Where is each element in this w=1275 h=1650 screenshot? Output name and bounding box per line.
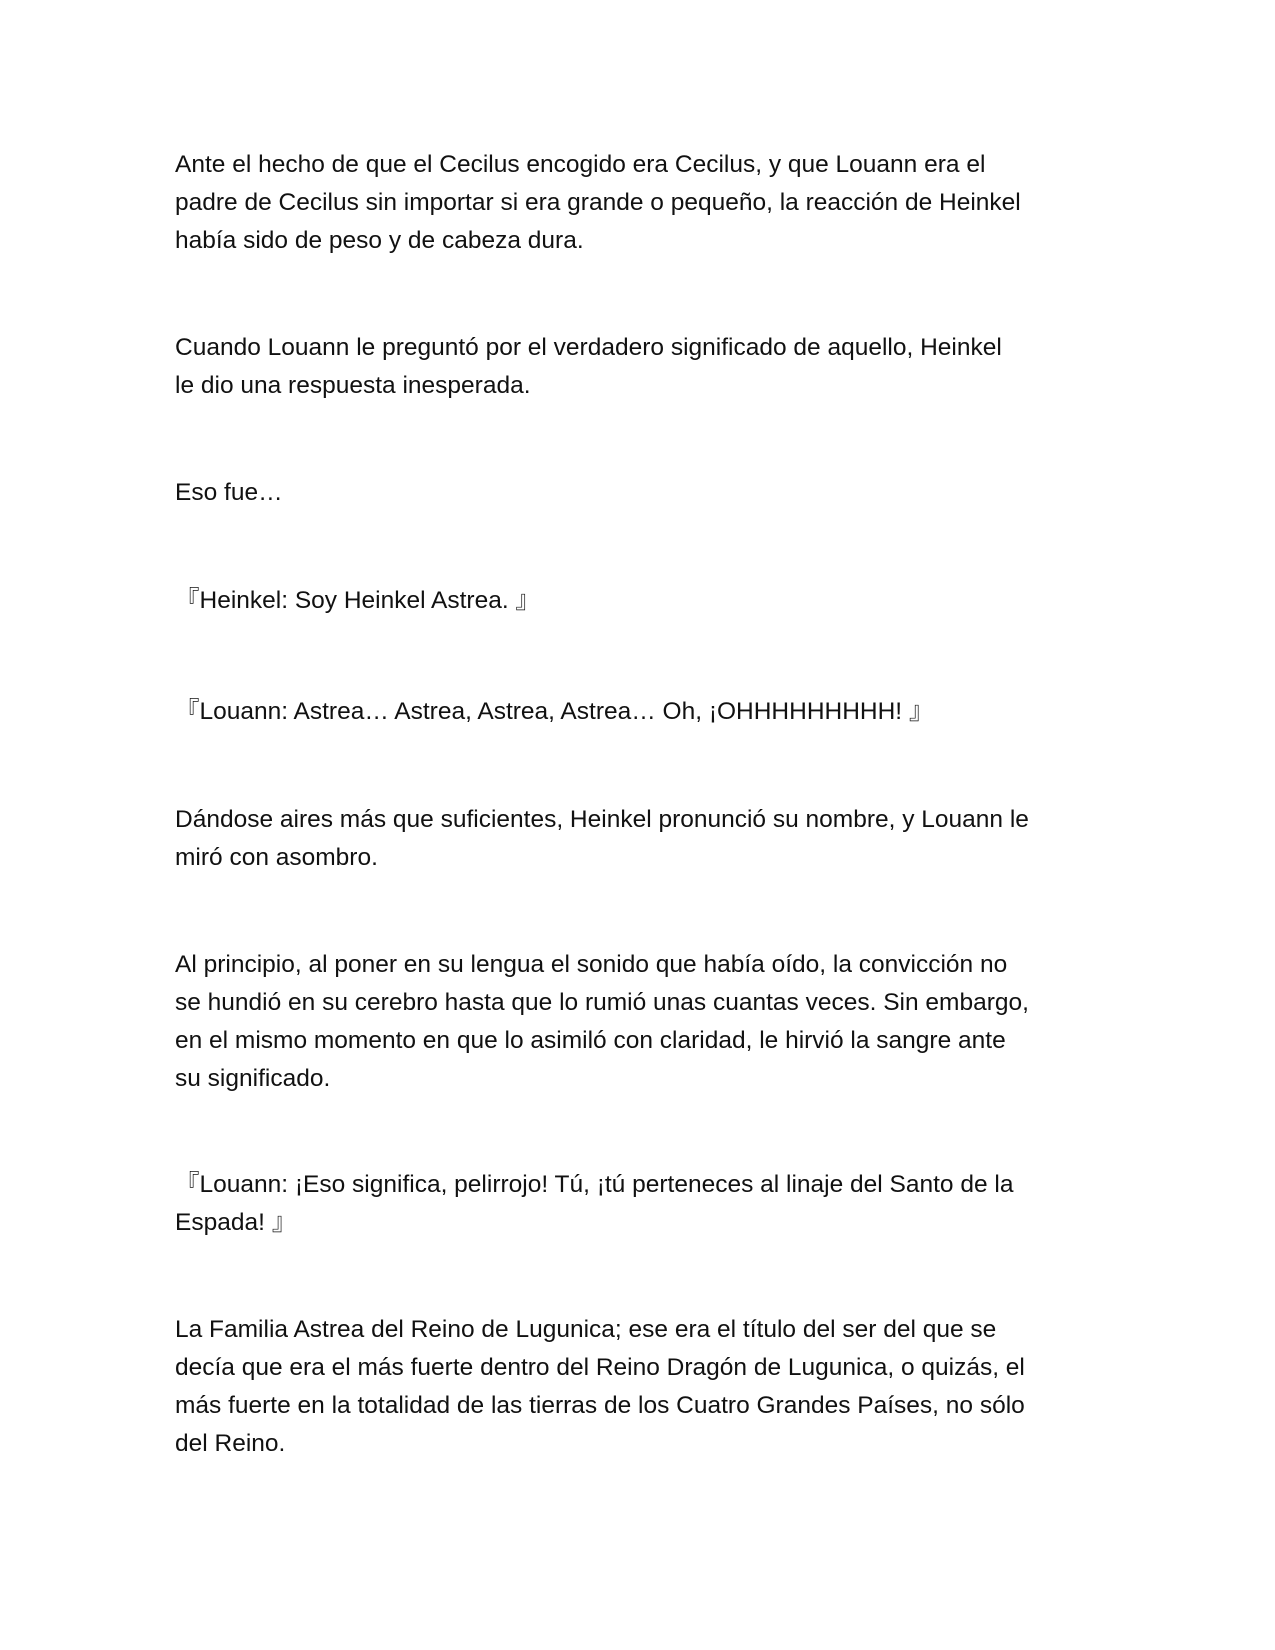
paragraph-4 bbox=[175, 801, 1105, 877]
dialogue-heinkel bbox=[175, 582, 1105, 620]
paragraph-line: Eso fue… bbox=[175, 479, 283, 506]
paragraph-line: La Familia Astrea del Reino de Lugunica; ese era el título del ser del que se bbox=[175, 1316, 997, 1343]
paragraph-2 bbox=[175, 329, 1105, 405]
dialogue-line: 『Louann: Astrea… Astrea, Astrea, Astrea… Oh, ¡OHHHHHHHHH! 』 bbox=[175, 698, 934, 725]
paragraph-line: padre de Cecilus sin importar si era grande o pequeño, la reacción de Heinkel bbox=[175, 189, 1021, 216]
paragraph-line: en el mismo momento en que lo asimiló con claridad, le hirvió la sangre ante bbox=[175, 1027, 1006, 1054]
paragraph-line: Dándose aires más que suficientes, Heinkel pronunció su nombre, y Louann le bbox=[175, 806, 1029, 833]
dialogue-louann-2 bbox=[175, 1166, 1105, 1242]
paragraph-line: su significado. bbox=[175, 1065, 331, 1092]
paragraph-line: del Reino. bbox=[175, 1430, 286, 1457]
paragraph-line: le dio una respuesta inesperada. bbox=[175, 372, 531, 399]
paragraph-line: más fuerte en la totalidad de las tierras de los Cuatro Grandes Países, no sólo bbox=[175, 1392, 1025, 1419]
paragraph-line: Cuando Louann le preguntó por el verdadero significado de aquello, Heinkel bbox=[175, 334, 1002, 361]
dialogue-line: Espada! 』 bbox=[175, 1209, 297, 1236]
paragraph-line: había sido de peso y de cabeza dura. bbox=[175, 227, 584, 254]
paragraph-line: Al principio, al poner en su lengua el sonido que había oído, la convicción no bbox=[175, 951, 1008, 978]
paragraph-line: Ante el hecho de que el Cecilus encogido era Cecilus, y que Louann era el bbox=[175, 151, 986, 178]
paragraph-3 bbox=[175, 474, 1105, 512]
paragraph-1 bbox=[175, 146, 1105, 260]
paragraph-6 bbox=[175, 1311, 1105, 1463]
paragraph-5 bbox=[175, 946, 1105, 1098]
paragraph-line: miró con asombro. bbox=[175, 844, 378, 871]
dialogue-line: 『Louann: ¡Eso significa, pelirrojo! Tú, ¡tú perteneces al linaje del Santo de la bbox=[175, 1171, 1014, 1198]
dialogue-line: 『Heinkel: Soy Heinkel Astrea. 』 bbox=[175, 587, 540, 614]
dialogue-louann-1 bbox=[175, 693, 1105, 731]
paragraph-line: decía que era el más fuerte dentro del Reino Dragón de Lugunica, o quizás, el bbox=[175, 1354, 1025, 1381]
paragraph-line: se hundió en su cerebro hasta que lo rumió unas cuantas veces. Sin embargo, bbox=[175, 989, 1029, 1016]
